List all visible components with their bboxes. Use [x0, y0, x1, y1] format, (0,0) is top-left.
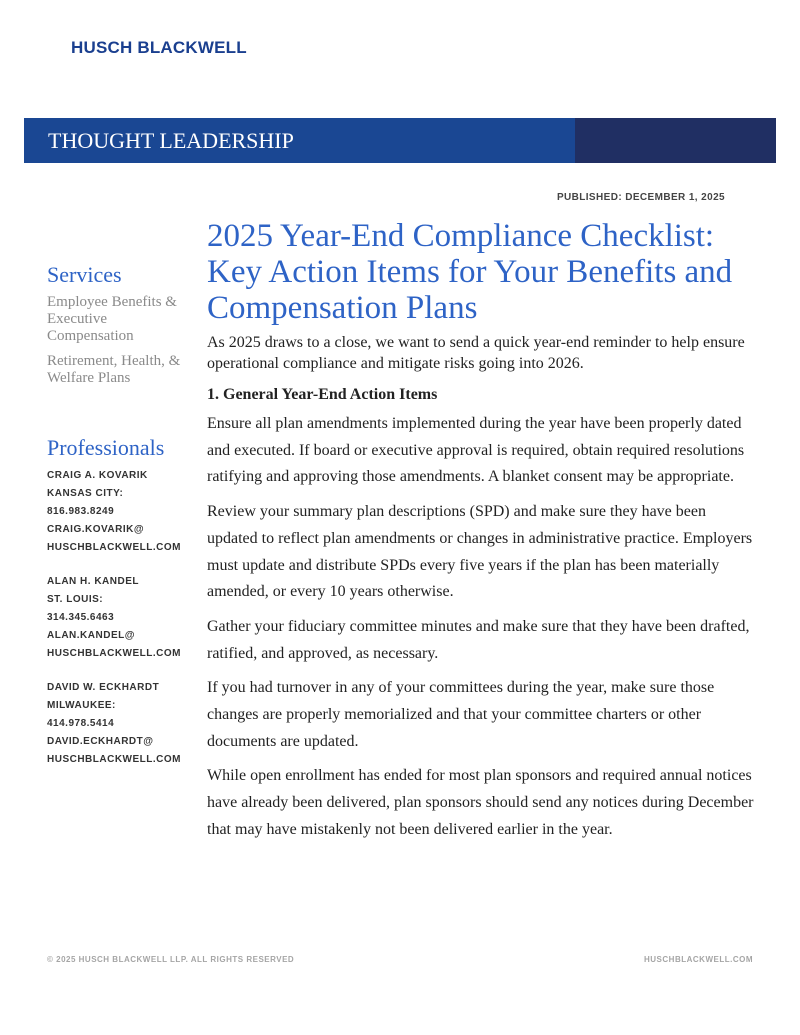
banner-title: THOUGHT LEADERSHIP [48, 128, 294, 153]
copyright-notice: © 2025 HUSCH BLACKWELL LLP. ALL RIGHTS RESERVED [47, 955, 295, 964]
professional-name: DAVID W. ECKHARDT [47, 682, 160, 693]
article-title: 2025 Year-End Compliance Checklist: Key Action Items for Your Benefits and Compensation Plans [207, 218, 733, 326]
article-intro: As 2025 draws to a close, we want to send a quick year-end reminder to help ensure operational compliance and mitigate risks going into 2026. [207, 334, 745, 372]
website-link[interactable]: HUSCHBLACKWELL.COM [644, 955, 753, 964]
professional-email[interactable]: CRAIG.KOVARIK@ [47, 524, 145, 535]
professional-email[interactable]: ALAN.KANDEL@ [47, 630, 135, 641]
sidebar [47, 262, 187, 785]
professional-contact [47, 573, 187, 663]
article-paragraph: While open enrollment has ended for most plan sponsors and required annual notices have already been delivered, plan sponsors should send any notices during December that may have mistakenly not been delivered earlier in the year. [207, 767, 754, 838]
service-link[interactable]: Retirement, Health, & Welfare Plans [47, 353, 181, 386]
professional-office: ST. LOUIS: [47, 594, 104, 605]
service-link[interactable]: Employee Benefits & Executive Compensation [47, 294, 177, 344]
professionals-heading: Professionals [47, 435, 165, 460]
professional-name: CRAIG A. KOVARIK [47, 470, 148, 481]
professional-name: ALAN H. KANDEL [47, 576, 139, 587]
professional-contact [47, 679, 187, 769]
article [207, 218, 759, 852]
professional-phone[interactable]: 314.345.6463 [47, 612, 115, 623]
article-paragraph: Ensure all plan amendments implemented during the year have been properly dated and executed. If board or executive approval is required, obtain required resolutions ratifying and approving those amendments. A blanket consent may be appropriate. [207, 415, 745, 486]
professional-email-domain[interactable]: HUSCHBLACKWELL.COM [47, 754, 181, 765]
professional-office: MILWAUKEE: [47, 700, 116, 711]
services-heading: Services [47, 262, 122, 287]
article-paragraph: Gather your fiduciary committee minutes and make sure that they have been drafted, ratified, and approved, as necessary. [207, 617, 750, 662]
professional-email[interactable]: DAVID.ECKHARDT@ [47, 736, 154, 747]
professional-phone[interactable]: 414.978.5414 [47, 718, 115, 729]
company-logo[interactable]: HUSCH BLACKWELL [71, 38, 247, 57]
banner-accent-block [575, 118, 776, 163]
professional-phone[interactable]: 816.983.8249 [47, 506, 115, 517]
professional-contact [47, 467, 187, 557]
professional-office: KANSAS CITY: [47, 488, 124, 499]
professional-email-domain[interactable]: HUSCHBLACKWELL.COM [47, 648, 181, 659]
section-heading: 1. General Year-End Action Items [207, 386, 438, 403]
article-paragraph: Review your summary plan descriptions (SPD) and make sure they have been updated to reflect plan amendments or changes in administrative practice. Employers must update and distribute SPDs every five years if the plan has been materially amended, or every 10 years otherwise. [207, 503, 753, 601]
article-paragraph: If you had turnover in any of your committees during the year, make sure those changes are properly memorialized and that your committee charters or other documents are updated. [207, 679, 715, 750]
section-banner [24, 118, 776, 163]
published-date: PUBLISHED: DECEMBER 1, 2025 [556, 192, 725, 203]
professional-email-domain[interactable]: HUSCHBLACKWELL.COM [47, 542, 181, 553]
